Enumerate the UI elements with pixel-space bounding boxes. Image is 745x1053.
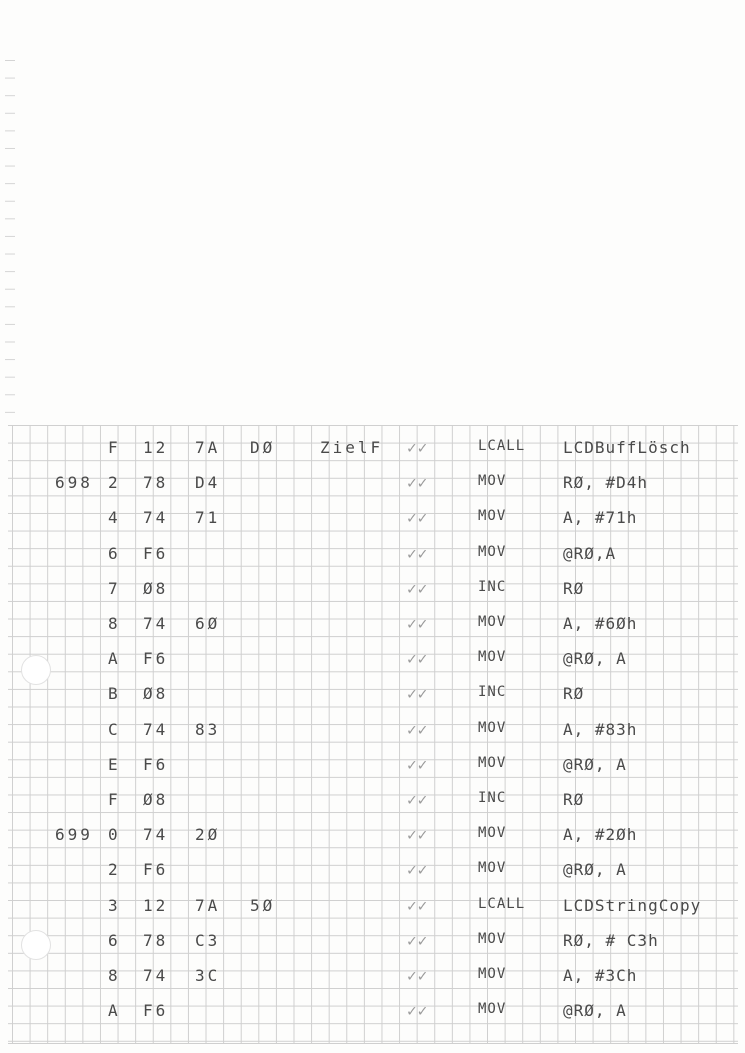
- opcode: F6: [143, 649, 169, 669]
- margin-ticks: [5, 60, 15, 420]
- checkmarks: ✓✓: [407, 719, 429, 739]
- address-low: 2: [108, 473, 121, 493]
- operands: A, #3Ch: [563, 966, 638, 985]
- address-low: B: [108, 684, 121, 704]
- mnemonic: MOV: [478, 473, 507, 490]
- opcode: F6: [143, 860, 169, 880]
- mnemonic: MOV: [478, 719, 507, 736]
- listing-row: [0, 608, 745, 643]
- listing-row: [0, 714, 745, 749]
- operand-byte-1: D4: [195, 473, 221, 493]
- mnemonic: INC: [478, 578, 507, 595]
- opcode: 78: [143, 930, 169, 950]
- mnemonic: LCALL: [478, 895, 526, 912]
- operand-byte-1: 3C: [195, 966, 221, 985]
- mnemonic: MOV: [478, 966, 507, 982]
- operand-byte-1: 83: [195, 719, 221, 739]
- address-low: A: [108, 1001, 121, 1021]
- checkmarks: ✓✓: [407, 860, 429, 880]
- mnemonic: MOV: [478, 825, 507, 842]
- address-low: F: [108, 438, 121, 457]
- checkmarks: ✓✓: [407, 754, 429, 774]
- listing-row: [0, 749, 745, 784]
- address-low: C: [108, 719, 121, 739]
- checkmarks: ✓✓: [407, 895, 429, 915]
- operands: A, #83h: [563, 719, 638, 739]
- listing-row: [0, 432, 745, 467]
- checkmarks: ✓✓: [407, 930, 429, 950]
- address-low: A: [108, 649, 121, 669]
- operands: A, #71h: [563, 508, 638, 528]
- mnemonic: MOV: [478, 508, 507, 525]
- checkmarks: ✓✓: [407, 684, 429, 704]
- address-low: 8: [108, 966, 121, 985]
- operands: RØ: [563, 578, 585, 598]
- operands: A, #2Øh: [563, 825, 638, 845]
- checkmarks: ✓✓: [407, 473, 429, 493]
- opcode: 78: [143, 473, 169, 493]
- listing-row: [0, 467, 745, 502]
- checkmarks: ✓✓: [407, 966, 429, 985]
- listing-row: [0, 995, 745, 1030]
- operands: RØ: [563, 790, 585, 809]
- operands: RØ, #D4h: [563, 473, 649, 493]
- address-low: 6: [108, 543, 121, 563]
- operands: RØ, # C3h: [563, 930, 659, 950]
- operands: RØ: [563, 684, 585, 704]
- mnemonic: MOV: [478, 649, 507, 666]
- operands: @RØ,A: [563, 543, 617, 563]
- checkmarks: ✓✓: [407, 1001, 429, 1021]
- opcode: 74: [143, 719, 169, 739]
- address-low: 0: [108, 825, 121, 845]
- opcode: F6: [143, 754, 169, 774]
- address-prefix: 698: [55, 473, 93, 493]
- mnemonic: MOV: [478, 930, 507, 947]
- opcode: 74: [143, 508, 169, 528]
- listing-row: [0, 890, 745, 925]
- operand-byte-1: 7A: [195, 895, 221, 915]
- mnemonic: INC: [478, 790, 507, 806]
- opcode: 74: [143, 825, 169, 845]
- operand-byte-2: 5Ø: [250, 895, 276, 915]
- listing-row: [0, 819, 745, 854]
- listing-row: [0, 678, 745, 713]
- address-low: 3: [108, 895, 121, 915]
- operand-byte-1: 6Ø: [195, 614, 221, 633]
- mnemonic: INC: [478, 684, 507, 701]
- checkmarks: ✓✓: [407, 578, 429, 598]
- listing-row: [0, 573, 745, 608]
- listing-row: [0, 502, 745, 537]
- opcode: 74: [143, 614, 169, 633]
- operands: @RØ, A: [563, 649, 627, 669]
- listing-row: [0, 784, 745, 819]
- opcode: F6: [143, 543, 169, 563]
- checkmarks: ✓✓: [407, 543, 429, 563]
- listing-row: [0, 538, 745, 573]
- listing-row: [0, 925, 745, 960]
- address-low: 2: [108, 860, 121, 880]
- operand-byte-1: 7A: [195, 438, 221, 457]
- checkmarks: ✓✓: [407, 649, 429, 669]
- mnemonic: LCALL: [478, 438, 526, 454]
- mnemonic: MOV: [478, 614, 507, 630]
- operands: @RØ, A: [563, 860, 627, 880]
- listing-row: [0, 643, 745, 678]
- opcode: Ø8: [143, 578, 169, 598]
- operands: A, #6Øh: [563, 614, 638, 633]
- operands: @RØ, A: [563, 754, 627, 774]
- operand-byte-1: 2Ø: [195, 825, 221, 845]
- opcode: 74: [143, 966, 169, 985]
- operand-byte-1: 71: [195, 508, 221, 528]
- address-low: F: [108, 790, 121, 809]
- label: ZielF: [320, 438, 384, 457]
- opcode: Ø8: [143, 684, 169, 704]
- opcode: F6: [143, 1001, 169, 1021]
- opcode: Ø8: [143, 790, 169, 809]
- mnemonic: MOV: [478, 860, 507, 877]
- checkmarks: ✓✓: [407, 438, 429, 457]
- mnemonic: MOV: [478, 754, 507, 771]
- operands: LCDStringCopy: [563, 895, 702, 915]
- opcode: 12: [143, 895, 169, 915]
- mnemonic: MOV: [478, 1001, 507, 1018]
- operands: LCDBuffLösch: [563, 438, 691, 457]
- address-low: 6: [108, 930, 121, 950]
- address-prefix: 699: [55, 825, 93, 845]
- listing-row: [0, 960, 745, 995]
- listing-row: [0, 854, 745, 889]
- checkmarks: ✓✓: [407, 508, 429, 528]
- operands: @RØ, A: [563, 1001, 627, 1021]
- address-low: 8: [108, 614, 121, 633]
- opcode: 12: [143, 438, 169, 457]
- address-low: 4: [108, 508, 121, 528]
- checkmarks: ✓✓: [407, 825, 429, 845]
- mnemonic: MOV: [478, 543, 507, 560]
- operand-byte-1: C3: [195, 930, 221, 950]
- address-low: E: [108, 754, 121, 774]
- address-low: 7: [108, 578, 121, 598]
- checkmarks: ✓✓: [407, 790, 429, 809]
- checkmarks: ✓✓: [407, 614, 429, 633]
- operand-byte-2: DØ: [250, 438, 276, 457]
